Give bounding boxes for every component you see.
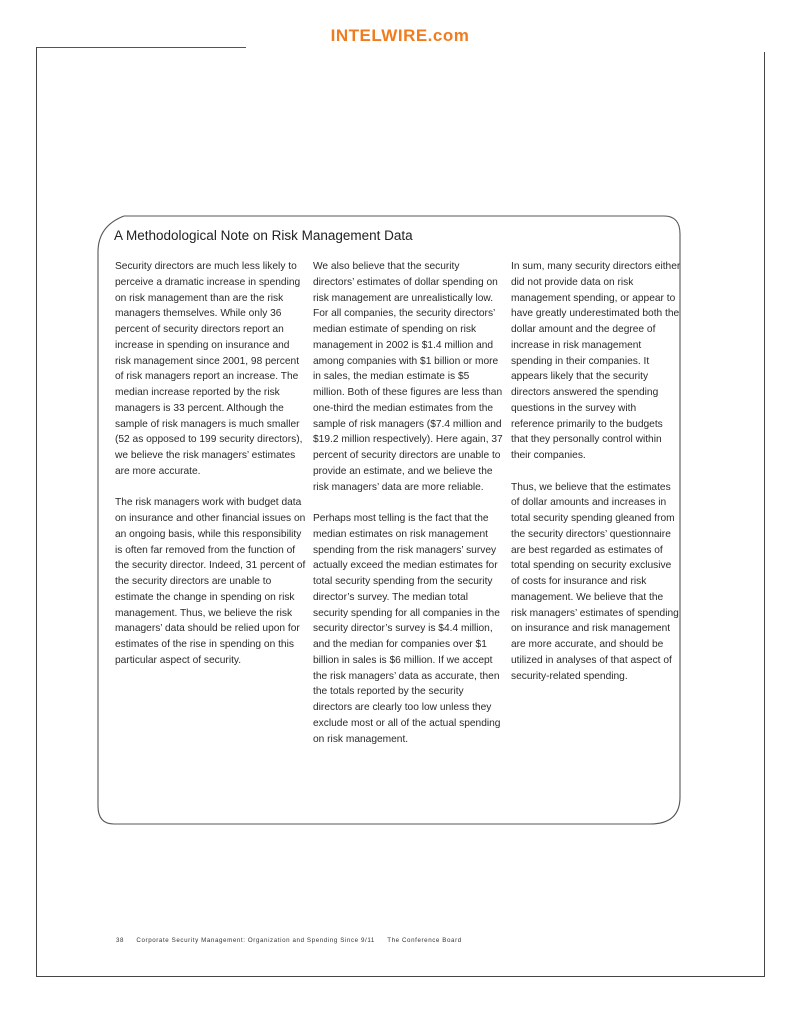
text-column-3 [511,259,681,700]
text-column-1 [115,259,307,684]
publication-title: Corporate Security Management: Organization and Spending Since 9/11 [136,937,375,944]
publisher-name: The Conference Board [387,937,462,944]
page-border-right [764,52,765,976]
page-footer [116,937,472,944]
paragraph: Security directors are much less likely to perceive a dramatic increase in spending on risk management than are the risk managers themselves. While only 36 percent of security directors report an increase in spending on insurance and risk management since 2001, 98 percent of risk managers report an increase. The median increase reported by the risk managers is 33 percent. Although the sample of risk managers is much smaller (52 as opposed to 199 security directors), we believe the risk managers’ estimates are more accurate. [115,261,303,477]
watermark-logo: INTELWIRE.com [330,26,470,45]
paragraph: Thus, we believe that the estimates of dollar amounts and increases in total security spending gleaned from the security directors’ questionnaire are best regarded as estimates of total spending on security exclusive of costs for insurance and risk management. We believe that the risk managers’ estimates of spending on insurance and risk management are more accurate, and should be utilized in analyses of that aspect of security-related spending. [511,481,679,682]
text-column-2 [313,259,503,763]
paragraph: We also believe that the security directors’ estimates of dollar spending on risk management are unrealistically low. For all companies, the security directors’ median estimate of spending on risk management in 2002 is $1.4 million and among companies with $1 billion or more in sales, the median estimate is $5 million. Both of these figures are less than one-third the median estimates from the sample of risk managers ($7.4 million and $19.2 million respectively). Here again, 37 percent of security directors are unable to provide an estimate, and we believe the risk managers’ data are more reliable. [313,261,503,493]
page-border-left [36,47,37,976]
page-border-top [36,47,246,48]
page-border-bottom [36,976,765,977]
paragraph: The risk managers work with budget data on insurance and other financial issues on an ongoing basis, while this responsibility is often far removed from the function of the security director. Indeed, 31 percent of the security directors are unable to estimate the change in spending on risk management. Thus, we believe the risk managers’ data should be relied upon for estimates of the rise in spending on this particular aspect of security. [115,497,306,666]
paragraph: Perhaps most telling is the fact that the median estimates on risk management spending from the risk managers’ survey actually exceed the median estimates for total security spending from the security director’s survey. The median total security spending for all companies in the security director’s survey is $4.4 million, and the median for companies over $1 billion in sales is $6 million. If we accept the risk managers’ data as accurate, then the totals reported by the security directors are clearly too low unless they exclude most or all of the actual spending on risk management. [313,513,501,745]
page-number: 38 [116,937,125,944]
note-title: A Methodological Note on Risk Management Data [114,228,413,243]
paragraph: In sum, many security directors either did not provide data on risk management spending, or appear to have greatly underestimated both the dollar amount and the degree of increase in risk management spending in their companies. It appears likely that the security directors answered the spending questions in the survey with reference primarily to the budgets that they personally control within their companies. [511,261,681,461]
